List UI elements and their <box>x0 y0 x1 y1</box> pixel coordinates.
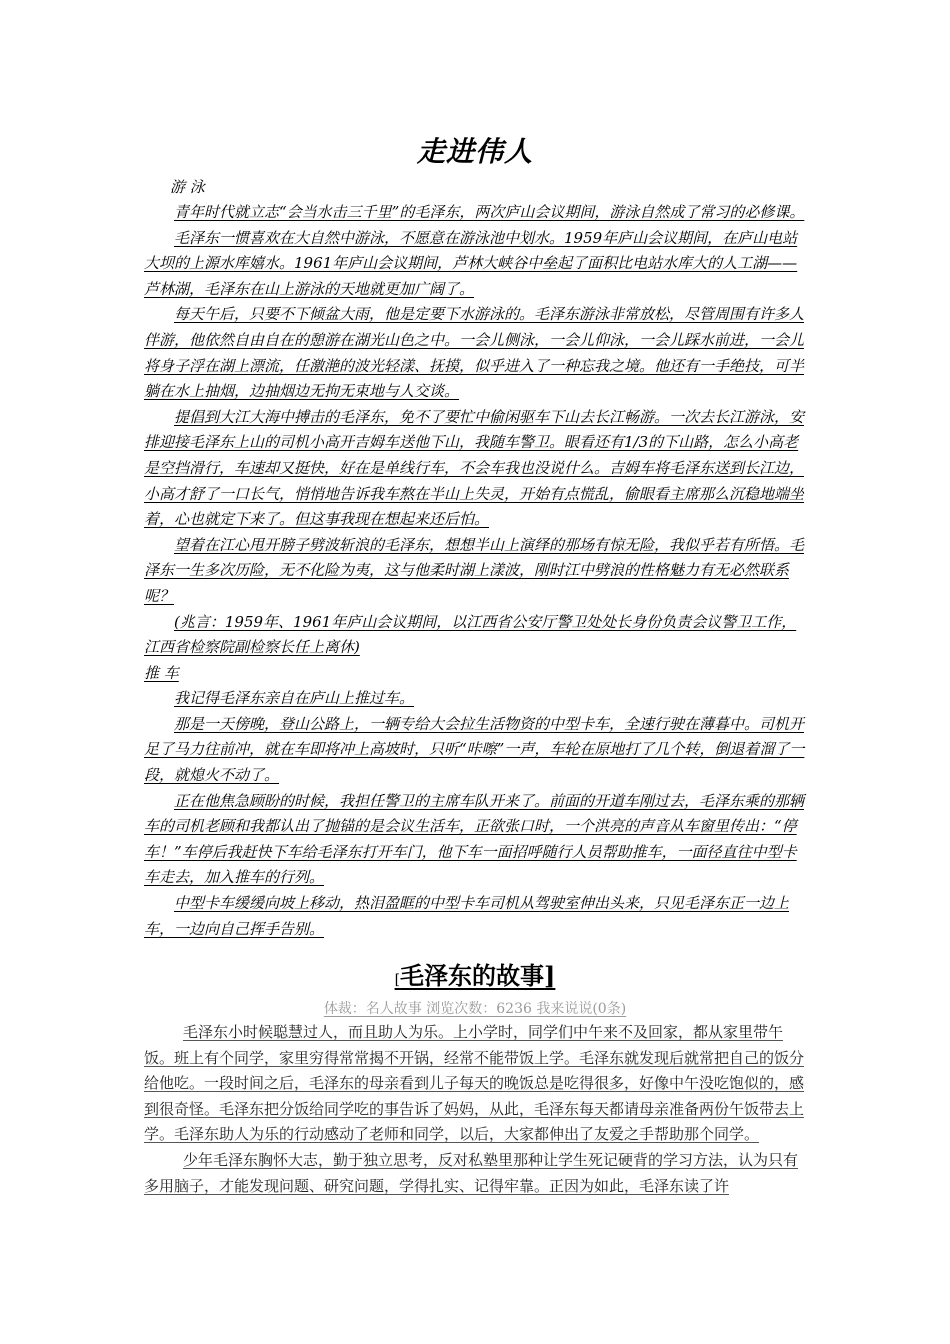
paragraph: 毛泽东小时候聪慧过人，而且助人为乐。上小学时，同学们中午来不及回家，都从家里带午饭。班上有个同学，家里穷得常常揭不开锅，经常不能带饭上学。毛泽东就发现后就常把自己的饭分给他吃。一段时间之后，毛泽东的母亲看到儿子每天的晚饭总是吃得很多，好像中午没吃饱似的，感到很奇怪。毛泽东把分饭给同学吃的事告诉了妈妈，从此，毛泽东每天都请母亲准备两份午饭带去上学。毛泽东助人为乐的行动感动了老师和同学，以后，大家都伸出了友爱之手帮助那个同学。 <box>144 1023 805 1144</box>
section-heading-swimming: 游 泳 <box>170 178 205 196</box>
article-body <box>144 200 808 942</box>
paragraph: 中型卡车缓缓向坡上移动，热泪盈眶的中型卡车司机从驾驶室伸出头来，只见毛泽东正一边上车，一边向自己挥手告别。 <box>144 894 790 938</box>
paragraph: 望着在江心甩开膀子劈波斩浪的毛泽东，想想半山上演绎的那场有惊无险，我似乎若有所悟。毛泽东一生多次历险，无不化险为夷，这与他柔时湖上漾波，刚时江中劈浪的性格魅力有无必然联系呢？ <box>144 535 805 605</box>
paragraph: 每天午后，只要不下倾盆大雨，他是定要下水游泳的。毛泽东游泳非常放松，尽管周围有许多人伴游，他依然自由自在的憩游在湖光山色之中。一会儿侧泳，一会儿仰泳，一会儿踩水前进，一会儿将身子浮在湖上漂流，任激滟的波光轻漾、抚摸，似乎进入了一种忘我之境。他还有一手绝技，可半躺在水上抽烟，边抽烟边无拘无束地与人交谈。 <box>144 305 805 401</box>
paragraph: 正在他焦急顾盼的时候，我担任警卫的主席车队开来了。前面的开道车刚过去，毛泽东乘的那辆车的司机老顾和我都认出了抛锚的是会议生活车，正欲张口时，一个洪亮的声音从车窗里传出：“停车！”车停后我赶快下车给毛泽东打开车门，他下车一面招呼随行人员帮助推车，一面径直往中型卡车走去，加入推车的行列。 <box>144 791 805 887</box>
paragraph: 少年毛泽东胸怀大志，勤于独立思考，反对私塾里那种让学生死记硬背的学习方法，认为只有多用脑子，才能发现问题、研究问题，学得扎实、记得牢靠。正因为如此，毛泽东读了许 <box>144 1150 799 1195</box>
paragraph: 青年时代就立志“会当水击三千里”的毛泽东，两次庐山会议期间，游泳自然成了常习的必修课。 <box>174 203 805 221</box>
story-title-bracket-open: [ <box>394 972 401 988</box>
paragraph: 毛泽东一惯喜欢在大自然中游泳，不愿意在游泳池中划水。1959年庐山会议期间，在庐山电站大坝的上源水库嬉水。1961年庐山会议期间，芦林大峡谷中垒起了面积比电站水库大的人工湖——芦林湖，毛泽东在山上游泳的天地就更加广阔了。 <box>144 228 798 298</box>
paragraph: 那是一天傍晚，登山公路上，一辆专给大会拉生活物资的中型卡车，全速行驶在薄暮中。司机开足了马力往前冲，就在车即将冲上高坡时，只听“咔嚓”一声，车轮在原地打了几个转，倒退着溜了一段，就熄火不动了。 <box>144 714 805 785</box>
story-title <box>0 956 950 991</box>
story-title-text: 毛泽东的故事 <box>400 961 545 990</box>
section-heading-pushing-car: 推 车 <box>144 663 179 682</box>
paragraph-note: (兆言：1959年、1961年庐山会议期间，以江西省公安厅警卫处处长身份负责会议警卫工作，江西省检察院副检察长任上离休) <box>144 612 797 657</box>
story-title-bracket-close: ] <box>544 961 556 990</box>
page-title: 走进伟人 <box>416 135 533 168</box>
paragraph: 提倡到大江大海中搏击的毛泽东，免不了要忙中偷闲驱车下山去长江畅游。一次去长江游泳，安排迎接毛泽东上山的司机小高开吉姆车送他下山，我随车警卫。眼看还有1/3的下山路，怎么小高老是空挡滑行，车速却又挺快，好在是单线行车，不会车我也没说什么。吉姆车将毛泽东送到长江边，小高才舒了一口长气，悄悄地告诉我车熬在半山上失灵，开始有点慌乱，偷眼看主席那么沉稳地端坐着，心也就定下来了。但这事我现在想起来还后怕。 <box>144 407 805 529</box>
story-meta: 体裁：名人故事 浏览次数：6236 我来说说(0条) <box>323 1001 627 1017</box>
story-body <box>144 1020 808 1199</box>
paragraph: 我记得毛泽东亲自在庐山上推过车。 <box>174 689 415 708</box>
